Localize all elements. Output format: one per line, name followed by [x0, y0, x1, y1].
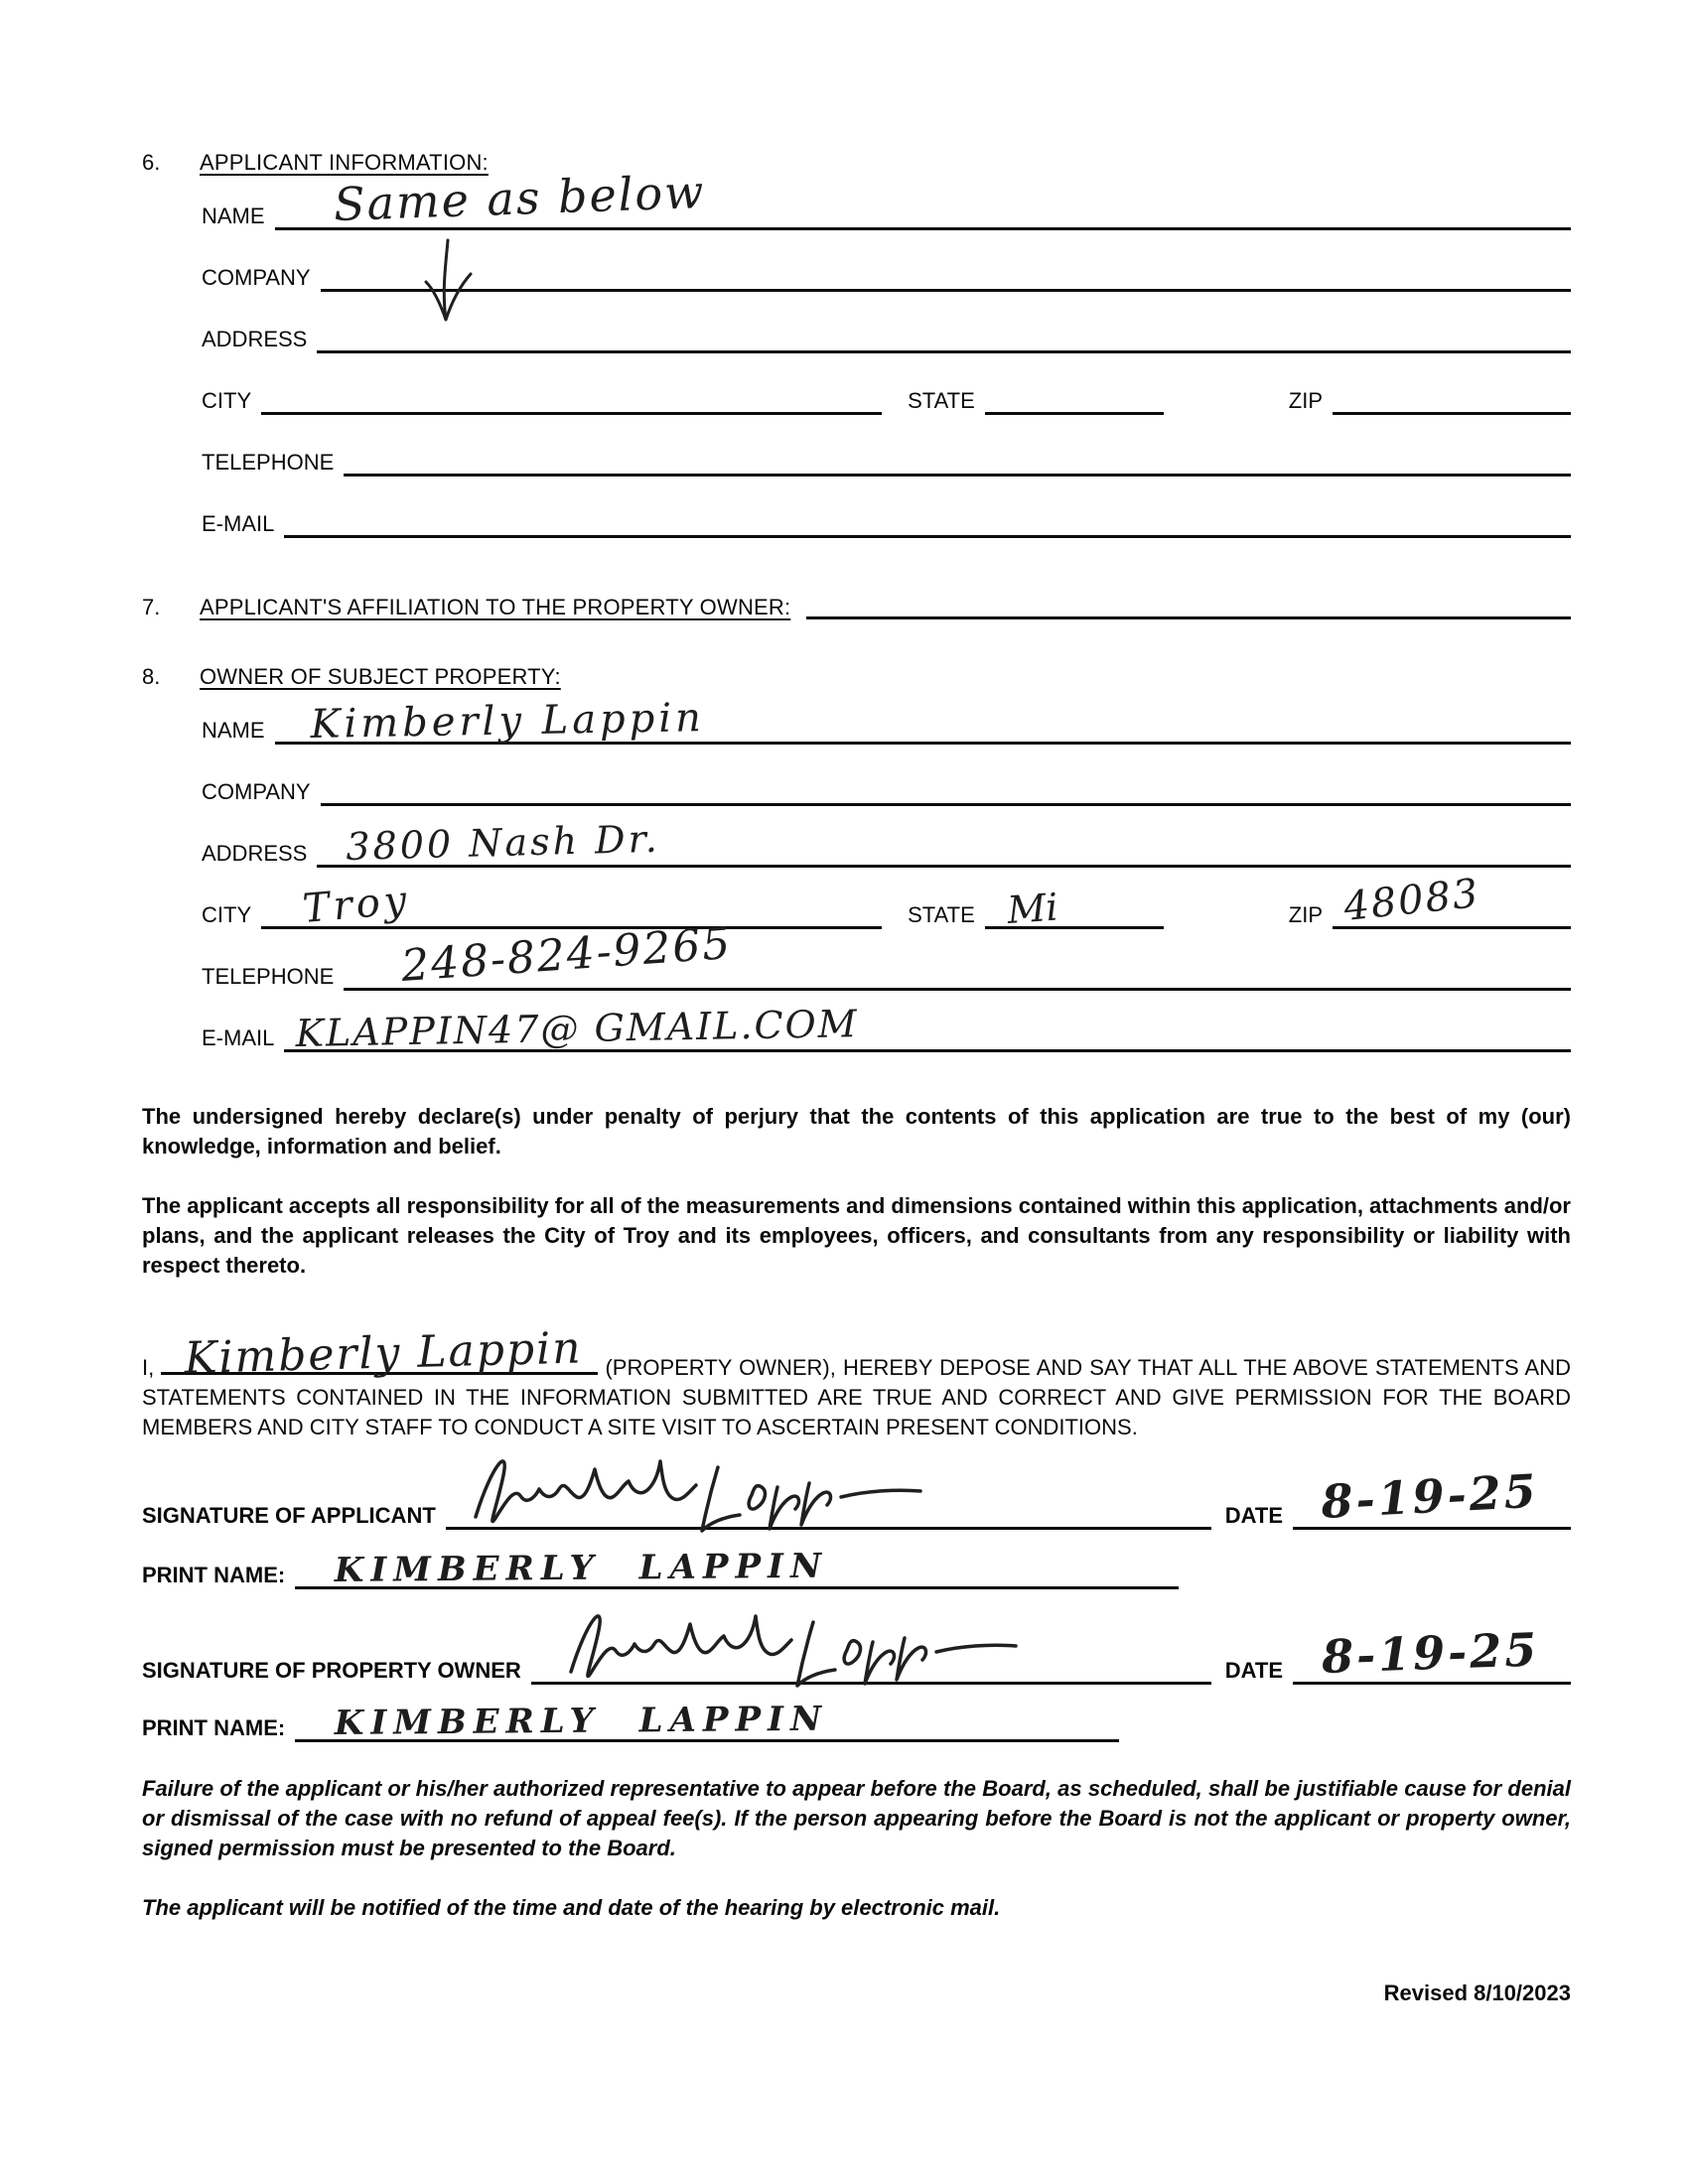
failure-to-appear-notice: Failure of the applicant or his/her authorized representative to appear before the Board, as scheduled, shall be justifiable cause for denial or dismissal of the case with no refund of appeal fee(s). If the person appearing before the Board is not the applicant or property owner, signed permission must be presented to the Board.: [142, 1776, 1571, 1860]
section8-number: 8.: [142, 664, 161, 689]
section8-title: OWNER OF SUBJECT PROPERTY:: [200, 664, 561, 689]
owner-name-field: [275, 695, 1571, 748]
depose-prefix: I,: [142, 1355, 155, 1380]
applicant-print-name-field: [295, 1546, 1179, 1590]
owner-zip-label: ZIP: [1288, 902, 1323, 927]
owner-telephone-row: [202, 917, 1571, 992]
owner-state-handwriting: Mi: [1005, 885, 1059, 932]
owner-state-field: [985, 885, 1164, 932]
owner-company-label: COMPANY: [202, 779, 311, 804]
applicant-zip-label: ZIP: [1288, 388, 1323, 413]
applicant-telephone-row: [202, 435, 1571, 477]
owner-city-state-zip-row: [202, 870, 1571, 932]
owner-address-label: ADDRESS: [202, 841, 308, 866]
owner-address-handwriting: 3800 Nash Dr.: [346, 816, 661, 869]
applicant-city-state-zip-row: [202, 373, 1571, 415]
owner-address-field: [317, 816, 1571, 869]
owner-telephone-label: TELEPHONE: [202, 964, 335, 989]
owner-company-row: [202, 764, 1571, 806]
applicant-signature-label: SIGNATURE OF APPLICANT: [142, 1503, 436, 1528]
depose-name-field: [161, 1322, 598, 1384]
owner-telephone-handwriting: 248-824-9265: [399, 917, 735, 992]
applicant-address-label: ADDRESS: [202, 327, 308, 351]
owner-email-handwriting: KLAPPIN47@ GMAIL.COM: [295, 1002, 860, 1055]
applicant-name-handwriting: Same as below: [332, 164, 706, 231]
section7-number: 7.: [142, 595, 161, 619]
applicant-name-label: NAME: [202, 204, 265, 228]
owner-name-handwriting: Kimberly Lappin: [309, 695, 705, 748]
owner-signature-row: [142, 1622, 1571, 1685]
owner-print-name-row: [142, 1697, 1571, 1742]
affiliation-field: [806, 615, 1571, 619]
owner-city-handwriting: Troy: [301, 877, 413, 932]
section7-title: APPLICANT'S AFFILIATION TO THE PROPERTY OWNER:: [200, 595, 791, 619]
applicant-print-name-label: PRINT NAME:: [142, 1563, 286, 1587]
depose-body: (PROPERTY OWNER), HEREBY DEPOSE AND SAY THAT ALL THE ABOVE STATEMENTS AND STATEMENTS CONTAINED IN THE INFORMATION SUBMITTED ARE TRUE AND CORRECT AND GIVE PERMISSION FOR THE BOARD MEMBERS AND CITY STAFF TO CONDUCT A SITE VISIT TO ASCERTAIN PRESENT CONDITIONS.: [142, 1355, 1571, 1439]
applicant-address-field: [317, 349, 1571, 353]
applicant-name-row: [202, 164, 1571, 231]
owner-print-name-label: PRINT NAME:: [142, 1715, 286, 1740]
owner-print-name-handwriting: KIMBERLY LAPPIN: [334, 1699, 829, 1743]
section-owner-of-subject-property: [142, 663, 1571, 1055]
applicant-print-name-handwriting: KIMBERLY LAPPIN: [334, 1546, 829, 1590]
applicant-company-label: COMPANY: [202, 265, 311, 290]
owner-city-label: CITY: [202, 902, 252, 927]
owner-address-row: [202, 816, 1571, 869]
responsibility-declaration-paragraph: The applicant accepts all responsibility for all of the measurements and dimensions contained within this application, attachments and/or plans, and the applicant releases the City of Troy and its employees, officers, and consultants from any responsibility or liability with respect thereto.: [142, 1193, 1571, 1278]
applicant-signature-field: [446, 1526, 1211, 1530]
section6-number: 6.: [142, 150, 161, 175]
applicant-signature-scribble: [458, 1439, 934, 1549]
depose-name-handwriting: Kimberly Lappin: [184, 1322, 584, 1384]
owner-date-handwriting: 8-19-25: [1321, 1622, 1541, 1684]
owner-email-label: E-MAIL: [202, 1025, 275, 1050]
owner-state-label: STATE: [908, 902, 975, 927]
applicant-date-field: [1293, 1463, 1571, 1530]
owner-email-field: [284, 1002, 1571, 1055]
applicant-signature-row: [142, 1463, 1571, 1530]
owner-name-label: NAME: [202, 718, 265, 743]
perjury-declaration-paragraph: The undersigned hereby declare(s) under penalty of perjury that the contents of this application are true to the best of my (our) knowledge, information and belief.: [142, 1104, 1571, 1159]
depose-paragraph: [142, 1322, 1571, 1442]
applicant-state-label: STATE: [908, 388, 975, 413]
owner-print-name-field: [295, 1699, 1119, 1743]
applicant-email-field: [284, 534, 1571, 538]
applicant-telephone-label: TELEPHONE: [202, 450, 335, 475]
applicant-telephone-field: [344, 473, 1571, 477]
applicant-name-field: [275, 164, 1571, 231]
section8-header: [142, 663, 1571, 691]
applicant-zip-field: [1333, 411, 1571, 415]
applicant-email-row: [202, 496, 1571, 538]
applicant-date-label: DATE: [1224, 1503, 1283, 1528]
owner-date-label: DATE: [1224, 1658, 1283, 1683]
section-affiliation: [142, 594, 1571, 621]
applicant-company-field: [321, 288, 1571, 292]
owner-date-field: [1293, 1622, 1571, 1685]
applicant-company-row: [202, 250, 1571, 292]
applicant-date-handwriting: 8-19-25: [1320, 1463, 1540, 1529]
hearing-notification-notice: The applicant will be notified of the time and date of the hearing by electronic mail.: [142, 1895, 1001, 1920]
section6-header: [142, 149, 1571, 177]
revised-date-footnote: Revised 8/10/2023: [1383, 1980, 1571, 2005]
applicant-print-name-row: [142, 1544, 1571, 1589]
owner-signature-field: [531, 1681, 1211, 1685]
owner-zip-handwriting: 48083: [1341, 870, 1482, 930]
owner-signature-label: SIGNATURE OF PROPERTY OWNER: [142, 1658, 521, 1683]
owner-email-row: [202, 1002, 1571, 1055]
owner-zip-field: [1333, 870, 1571, 930]
owner-telephone-field: [344, 917, 1571, 992]
applicant-city-field: [261, 411, 882, 415]
owner-signature-scribble: [543, 1594, 1040, 1704]
owner-company-field: [321, 802, 1571, 806]
applicant-address-row: [202, 312, 1571, 353]
owner-name-row: [202, 695, 1571, 748]
applicant-state-field: [985, 411, 1164, 415]
applicant-city-label: CITY: [202, 388, 252, 413]
section-applicant-information: [142, 149, 1571, 538]
applicant-email-label: E-MAIL: [202, 511, 275, 536]
section6-title: APPLICANT INFORMATION:: [200, 150, 489, 175]
